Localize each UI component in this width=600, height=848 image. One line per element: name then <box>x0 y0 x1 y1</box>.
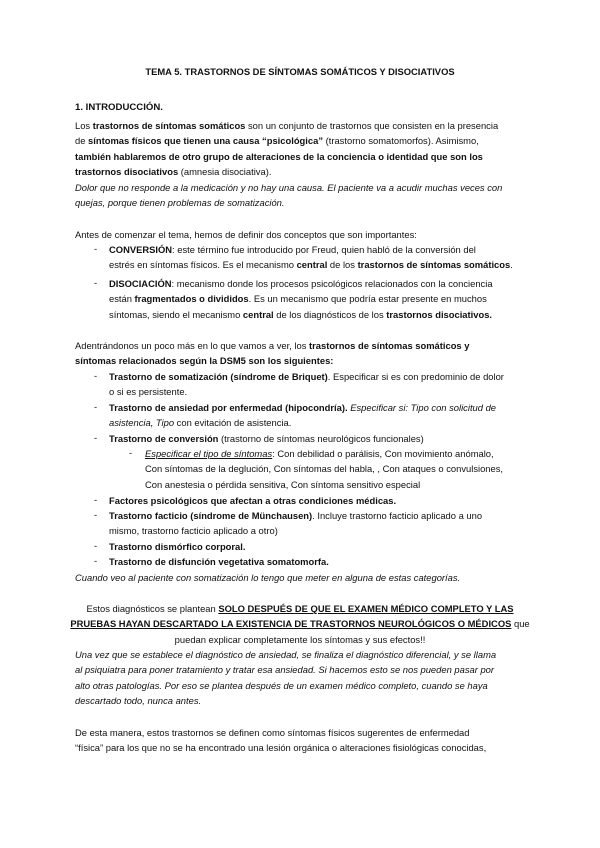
bullet-dash: - <box>94 540 98 551</box>
bullet-dash: - <box>94 243 98 254</box>
concept-dissociation: DISOCIACIÓN: mecanismo donde los procesos psicológicos relacionados con la conciencia están fragmentados o divididos. Es un mecanismo que podría estar presente en muchos síntomas, siendo el mecanismo central de los diagnósticos de los trastornos disociativos. <box>109 278 493 320</box>
dsm-item-psychological-factors: Factores psicológicos que afectan a otras condiciones médicas. <box>109 495 397 506</box>
bullet-dash: - <box>94 401 98 412</box>
dsm-item-body-dysmorphic: Trastorno dismórfico corporal. <box>109 541 246 552</box>
bullet-dash: - <box>94 432 98 443</box>
dsm-item-conversion: Trastorno de conversión (trastorno de síntomas neurológicos funcionales) <box>109 433 424 444</box>
bullet-dash: - <box>94 509 98 520</box>
dsm-subitem-symptom-types: Especificar el tipo de síntomas: Con debilidad o parálisis, Con movimiento anómalo, Con síntomas de la deglución, Con síntomas del habla, , Con ataques o convulsiones, Con anestesia o pérdida sensitiva, Con síntoma sensitivo especial <box>145 448 504 490</box>
section-heading-introduction: 1. INTRODUCCIÓN. <box>75 102 163 113</box>
dsm-item-somatization: Trastorno de somatización (síndrome de Briquet). Especificar si es con predominio de dolor o si es persistente. <box>109 371 504 398</box>
concept-conversion: CONVERSIÓN: este término fue introducido por Freud, quien habló de la conversión del estrés en síntomas físicos. Es el mecanismo central de los trastornos de síntomas somáticos. <box>109 244 513 271</box>
dsm-note: Cuando veo al paciente con somatización lo tengo que meter en alguna de estas categorías. <box>75 572 461 583</box>
sub-bullet-dash: - <box>129 447 133 458</box>
dsm-item-vegetative: Trastorno de disfunción vegetativa somatomorfa. <box>109 556 329 567</box>
bullet-dash: - <box>94 277 98 288</box>
dsm-item-illness-anxiety: Trastorno de ansiedad por enfermedad (hipocondría). Especificar si: Tipo con solicitud de asistencia, Tipo con evitación de asistencia. <box>109 402 497 429</box>
bullet-dash: - <box>94 494 98 505</box>
dsm-item-factitious: Trastorno facticio (síndrome de Münchausen). Incluye trastorno facticio aplicado a uno mismo, trastorno facticio aplicado a otro) <box>109 510 483 537</box>
page-title: TEMA 5. TRASTORNOS DE SÍNTOMAS SOMÁTICOS Y DISOCIATIVOS <box>145 66 455 77</box>
intro-paragraph: Los trastornos de síntomas somáticos son un conjunto de trastornos que consisten en la presencia de síntomas físicos que tienen una causa “psicológica” (trastorno somatomorfos). Asimismo, también hablaremos de otro grupo de alteraciones de la conciencia o identidad que son los trastornos disociativos (amnesia disociativa). Dolor que no responde a la medicación y no hay una causa. El paciente va a acudir muchas veces con quejas, porque tienen problemas de somatización. <box>75 120 503 209</box>
final-paragraph: De esta manera, estos trastornos se definen como síntomas físicos sugerentes de enfermedad “física” para los que no se ha encontrado una lesión orgánica o alteraciones fisiológicas conocidas, <box>75 727 487 754</box>
dsm-intro: Adentrándonos un poco más en lo que vamos a ver, los trastornos de síntomas somáticos y síntomas relacionados según la DSM5 son los siguientes: <box>75 340 470 367</box>
concepts-intro: Antes de comenzar el tema, hemos de definir dos conceptos que son importantes: <box>75 229 417 240</box>
diagnosis-note: Una vez que se establece el diagnóstico de ansiedad, se finaliza el diagnóstico diferencial, y se llama al psiquiatra para poner tratamiento y tratar esa ansiedad. Si hacemos esto se nos pueden pasar por alto otras patologías. Por eso se plantea después de un examen médico completo, cuando se haya descartado todo, nunca antes. <box>75 649 497 707</box>
bullet-dash: - <box>94 370 98 381</box>
diagnosis-warning: Estos diagnósticos se plantean SOLO DESPUÉS DE QUE EL EXAMEN MÉDICO COMPLETO Y LAS PRUEBAS HAYAN DESCARTADO LA EXISTENCIA DE TRASTORNOS NEUROLÓGICOS O MÉDICOS que puedan explicar completamente los síntomas y sus efectos!! <box>70 603 530 645</box>
bullet-dash: - <box>94 555 98 566</box>
